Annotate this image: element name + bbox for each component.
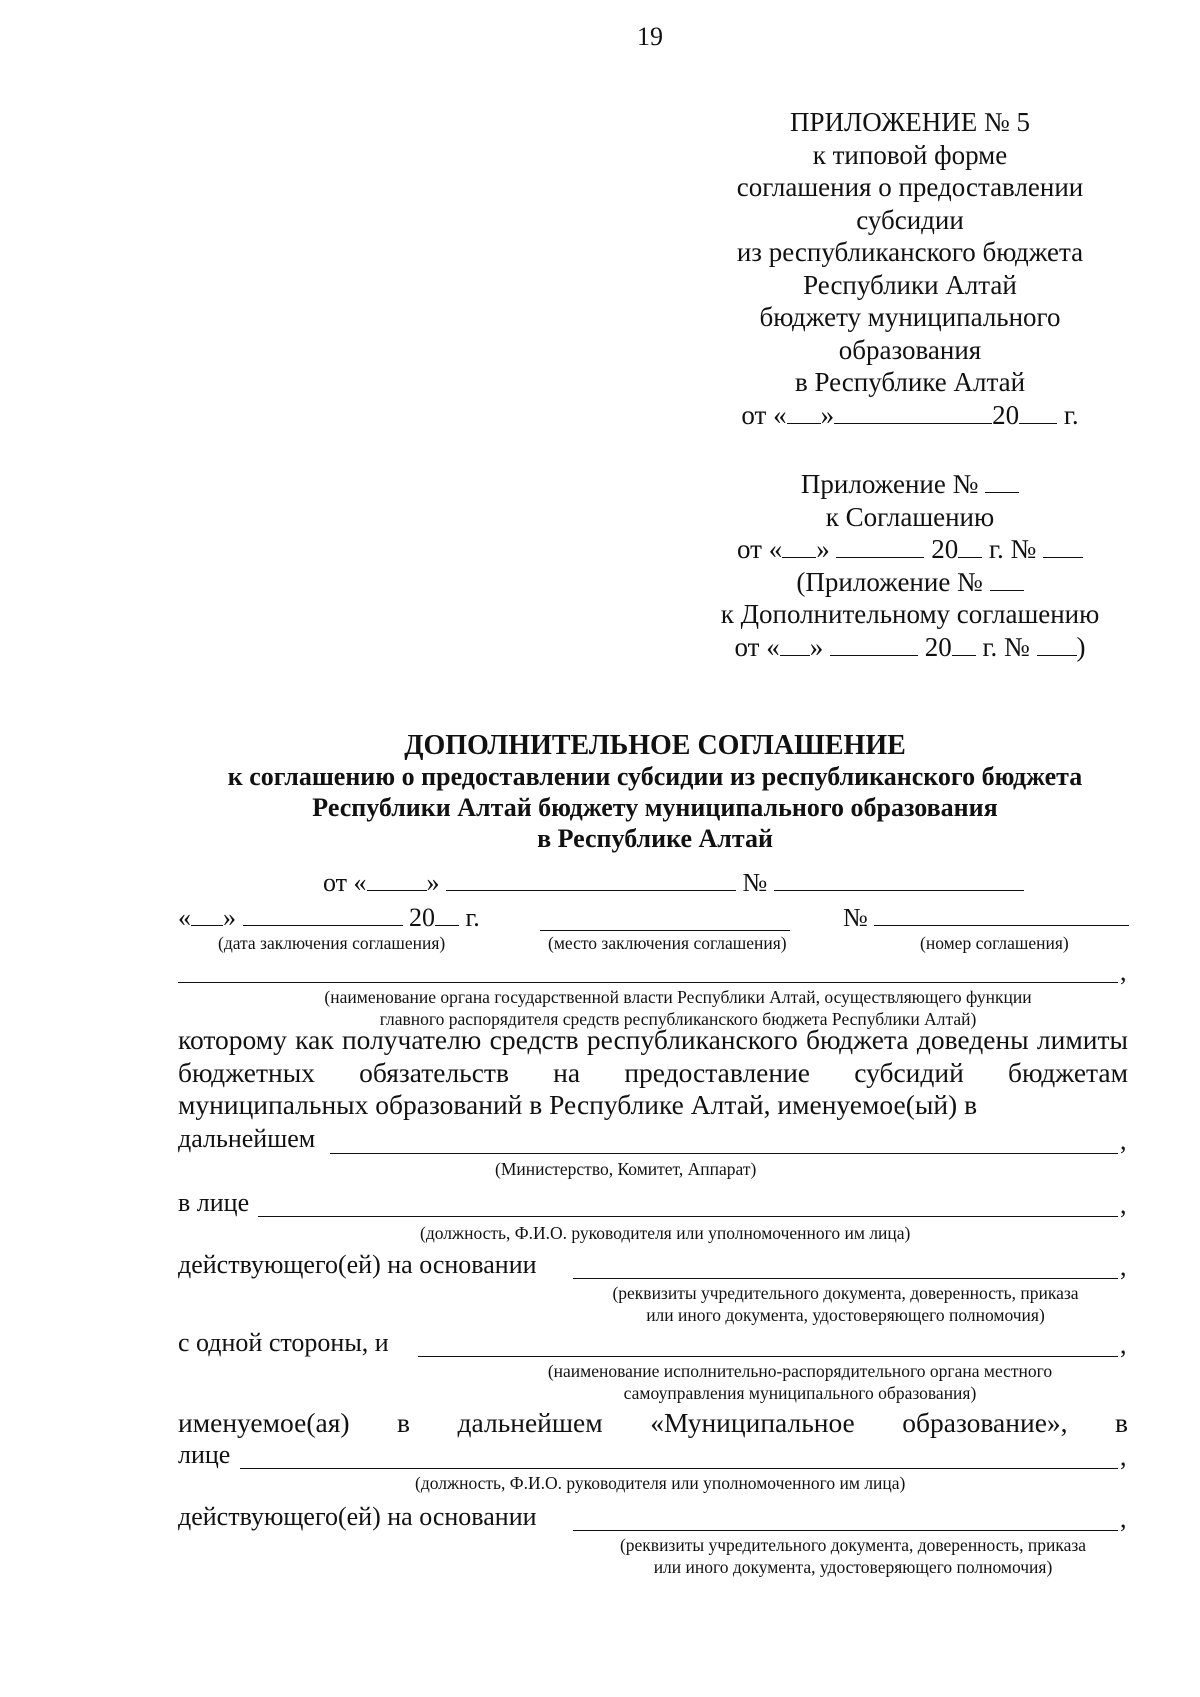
appendix-5-line: к типовой форме bbox=[812, 139, 1008, 170]
person-row-2: лице bbox=[178, 1440, 231, 1469]
caption-exec-body: (наименование исполнительно-распорядительного органа местного самоуправления муниципального образования) bbox=[547, 1361, 1053, 1403]
comma: , bbox=[1120, 1504, 1127, 1533]
comma: , bbox=[1120, 1442, 1127, 1471]
document-title bbox=[160, 730, 1150, 854]
acting-row: действующего(ей) на основании bbox=[178, 1250, 537, 1279]
title-line: в Республике Алтай bbox=[537, 824, 773, 853]
appendix-5-line: ПРИЛОЖЕНИЕ № 5 bbox=[789, 107, 1031, 137]
caption-document: (реквизиты учредительного документа, доверенность, приказа или иного документа, удостоверяющего полномочия) bbox=[612, 1283, 1079, 1325]
signing-number-field: № bbox=[843, 903, 1129, 933]
to-agreement-line: к Соглашению bbox=[825, 501, 995, 532]
appendix-5-line: Республики Алтай bbox=[803, 269, 1017, 300]
comma: , bbox=[1120, 1252, 1127, 1281]
supplement-date-number-row: от « » № bbox=[323, 868, 1024, 898]
one-side-row: с одной стороны, и bbox=[178, 1328, 389, 1357]
authority-name-line bbox=[178, 982, 1118, 983]
caption-document-2: (реквизиты учредительного документа, доверенность, приказа или иного документа, удостоверяющего полномочия) bbox=[619, 1535, 1087, 1577]
named-municipality-row: именуемое(ая) в дальнейшем «Муниципальное образование», в bbox=[178, 1407, 1129, 1438]
appendix-5-header bbox=[680, 106, 1140, 431]
caption-authority: (наименование органа государственной власти Республики Алтай, осуществляющего функции главного распорядителя средств республиканского бюджета Республики Алтай) bbox=[324, 987, 1032, 1029]
agreement-appendix-header bbox=[680, 468, 1140, 663]
caption-agreement-number: (номер соглашения) bbox=[920, 933, 1069, 953]
appendix-5-line: бюджету муниципального bbox=[759, 302, 1061, 332]
appendix-5-line: соглашения о предоставлении bbox=[736, 172, 1084, 202]
caption-signing-date: (дата заключения соглашения) bbox=[218, 933, 446, 953]
one-side-line bbox=[418, 1356, 1118, 1357]
year-blank bbox=[1019, 401, 1057, 424]
supplementary-appendix-line: (Приложение № bbox=[680, 566, 1140, 599]
appendix-5-line: в Республике Алтай bbox=[794, 367, 1026, 397]
agreement-date-line: от « » 20 г. № bbox=[680, 533, 1140, 566]
title-line: к соглашению о предоставлении субсидии из республиканского бюджета bbox=[227, 762, 1083, 791]
appendix-number-line: Приложение № bbox=[680, 468, 1140, 501]
title-main: ДОПОЛНИТЕЛЬНОЕ СОГЛАШЕНИЕ bbox=[404, 730, 906, 761]
appendix-5-line: из республиканского бюджета bbox=[736, 237, 1084, 267]
further-line bbox=[330, 1153, 1118, 1154]
body-paragraph: которому как получателю средств республиканского бюджета доведены лимиты бюджетных обязательств на предоставление субсидий бюджетам муниципальных образований в Республике Алтай, именуемое(ый) в bbox=[178, 1024, 1128, 1120]
appendix-5-line: образования bbox=[838, 334, 982, 365]
signing-place-line bbox=[540, 930, 790, 931]
acting-row-2: действующего(ей) на основании bbox=[178, 1502, 537, 1531]
in-person-row: в лице bbox=[178, 1188, 250, 1217]
further-row: дальнейшем bbox=[178, 1124, 316, 1153]
month-blank bbox=[834, 401, 992, 424]
to-supplementary-line: к Дополнительному соглашению bbox=[720, 599, 1100, 629]
caption-signing-place: (место заключения соглашения) bbox=[548, 933, 787, 953]
comma: , bbox=[1120, 1330, 1127, 1359]
page-number: 19 bbox=[637, 22, 663, 51]
comma: , bbox=[1120, 957, 1127, 986]
appendix-5-date: от « » 20 г. bbox=[741, 399, 1079, 430]
title-line: Республики Алтай бюджету муниципального образования bbox=[312, 793, 998, 822]
acting-line bbox=[573, 1278, 1118, 1279]
day-blank bbox=[787, 401, 821, 424]
comma: , bbox=[1120, 1190, 1127, 1219]
in-person-line bbox=[258, 1216, 1118, 1217]
caption-ministry: (Министерство, Комитет, Аппарат) bbox=[495, 1159, 757, 1179]
caption-position: (должность, Ф.И.О. руководителя или уполномоченного им лица) bbox=[420, 1223, 911, 1243]
supplementary-date-line: от « » 20 г. № ) bbox=[734, 631, 1086, 662]
signing-date-field: « » 20 г. bbox=[178, 903, 480, 932]
caption-position-2: (должность, Ф.И.О. руководителя или уполномоченного им лица) bbox=[415, 1473, 906, 1493]
comma: , bbox=[1120, 1126, 1127, 1155]
person-line-2 bbox=[240, 1468, 1118, 1469]
acting-line-2 bbox=[573, 1530, 1118, 1531]
appendix-5-line: субсидии bbox=[856, 204, 964, 235]
